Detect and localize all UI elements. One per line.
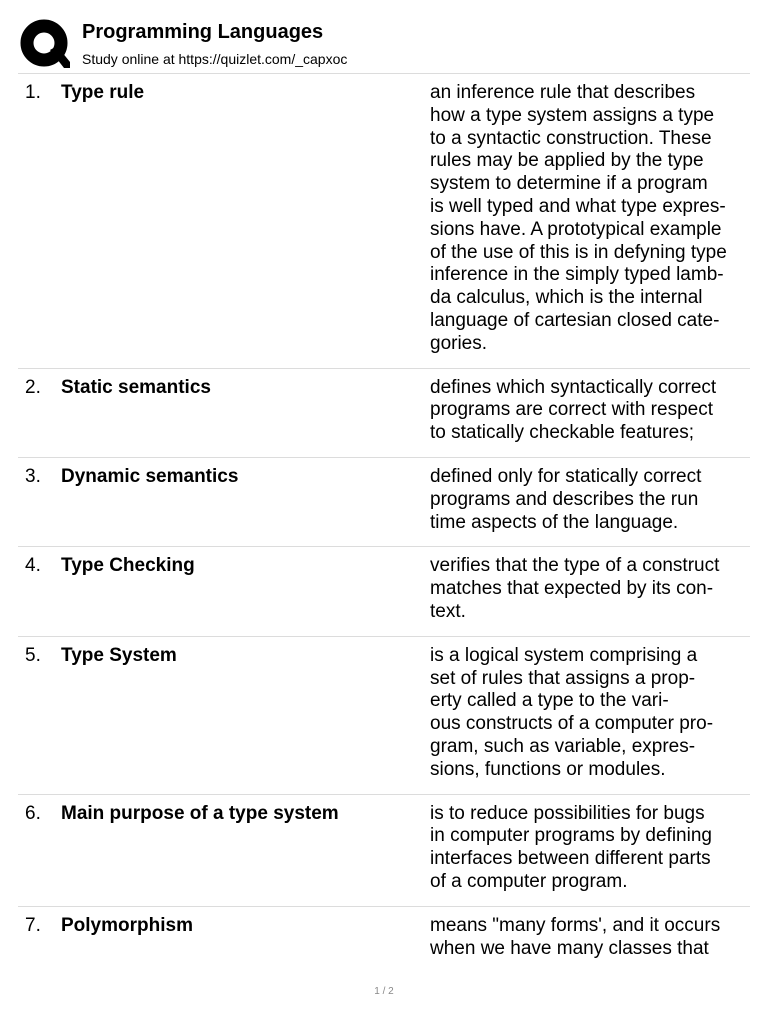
term-row — [18, 547, 750, 636]
term-number: 5. — [25, 644, 41, 666]
term-definition: defines which syntactically correct programs are correct with respect to statically checkable features; — [430, 376, 717, 444]
page-title: Programming Languages — [82, 21, 324, 43]
term-row — [18, 458, 750, 547]
page-header — [20, 18, 750, 74]
term-number: 2. — [25, 376, 41, 398]
term-number: 6. — [25, 802, 41, 824]
study-link[interactable]: Study online at https://quizlet.com/_capxoc — [82, 51, 348, 67]
term-name: Main purpose of a type system — [61, 802, 339, 824]
term-name: Type Checking — [61, 555, 195, 577]
term-definition: is to reduce possibilities for bugs in computer programs by defining interfaces between different parts of a computer program. — [430, 802, 712, 892]
term-name: Polymorphism — [61, 914, 193, 936]
term-definition: defined only for statically correct programs and describes the run time aspects of the language. — [430, 465, 702, 533]
term-number: 1. — [25, 82, 41, 103]
term-name: Static semantics — [61, 376, 211, 398]
term-name: Type rule — [61, 82, 145, 103]
term-row — [18, 795, 750, 907]
term-row — [18, 369, 750, 458]
term-row — [18, 637, 750, 795]
term-definition: is a logical system comprising a set of rules that assigns a prop- erty called a type to the vari- ous constructs of a computer pro- gram, such as variable, expres- sions, functions or modules. — [430, 644, 714, 780]
term-number: 3. — [25, 465, 41, 487]
term-definition: an inference rule that describes how a type system assigns a type to a syntactic construction. These rules may be applied by the type system to determine if a program is well typed and what type expres- sions have. A prototypical example of the use of this is in defyning type inference in the simply typed lamb- da calculus, which is the internal language of cartesian closed cate- gories. — [430, 82, 727, 354]
term-number: 7. — [25, 914, 41, 936]
terms-list — [18, 74, 750, 972]
term-name: Dynamic semantics — [61, 465, 239, 487]
quizlet-logo-icon — [20, 18, 70, 72]
term-name: Type System — [61, 644, 177, 666]
term-row — [18, 74, 750, 369]
term-row — [18, 907, 750, 973]
term-definition: verifies that the type of a construct matches that expected by its con- text. — [430, 555, 720, 622]
term-number: 4. — [25, 555, 41, 577]
page-indicator: 1 / 2 — [374, 986, 394, 997]
term-definition: means "many forms', and it occurs when we have many classes that — [430, 914, 721, 959]
